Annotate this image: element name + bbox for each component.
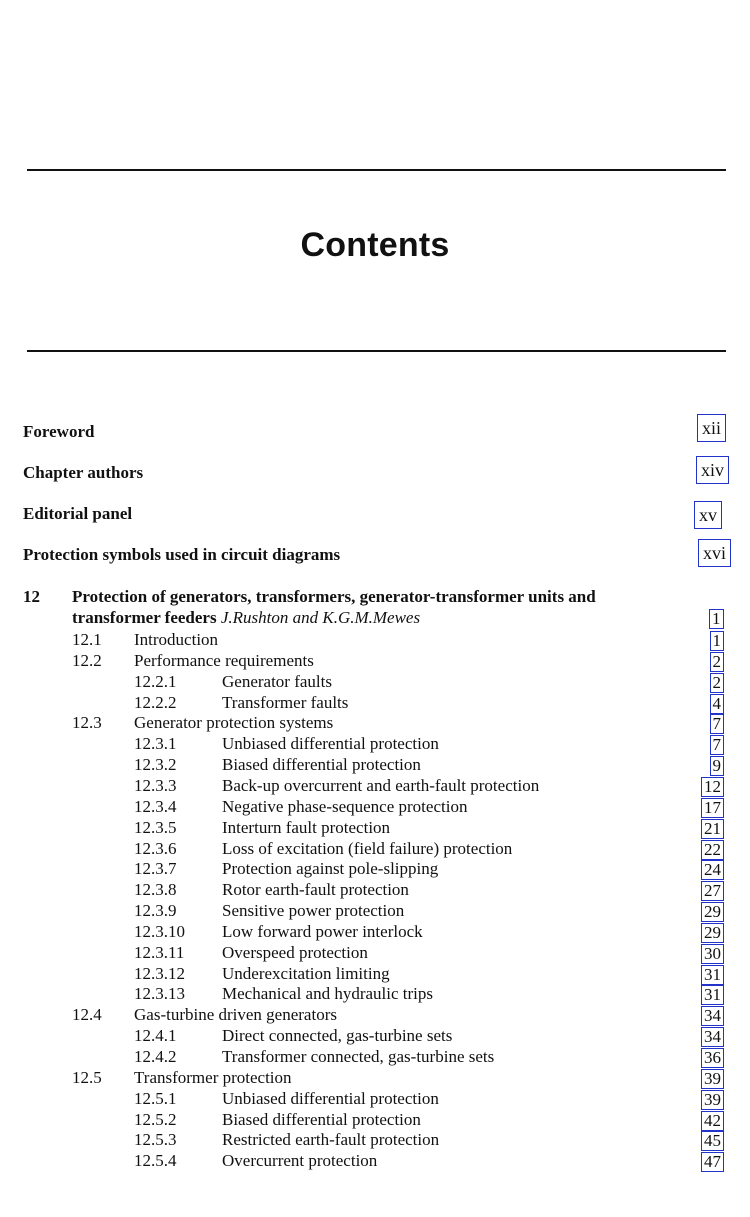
toc-section-title: Generator protection systems [134,713,334,732]
toc-section-number: 12.3.4 [134,797,177,816]
page-link[interactable]: 39 [701,1069,724,1089]
toc-section-number: 12.5.4 [134,1151,177,1170]
page-link[interactable]: 22 [701,840,724,860]
toc-section-title: Biased differential protection [222,755,421,774]
toc-section-number: 12.3.6 [134,839,177,858]
toc-section-title: Transformer connected, gas-turbine sets [222,1047,495,1066]
toc-section-number: 12.2.2 [134,693,177,712]
page-link[interactable]: 30 [701,944,724,964]
toc-section-title: Mechanical and hydraulic trips [222,984,434,1003]
page-link[interactable]: 12 [701,777,724,797]
toc-section-title: Transformer protection [134,1068,292,1087]
toc-section-number: 12.5.3 [134,1130,177,1149]
page-link[interactable]: 2 [710,673,725,693]
page-link[interactable]: 2 [710,652,725,672]
toc-section-title: Back-up overcurrent and earth-fault protection [222,776,540,795]
page-link[interactable]: 27 [701,881,724,901]
page-link-editorial-panel[interactable]: xv [694,501,722,529]
toc-section-title: Interturn fault protection [222,818,391,837]
page-link[interactable]: 36 [701,1048,724,1068]
top-rule [27,169,726,171]
toc-section-title: Sensitive power protection [222,901,405,920]
page-link[interactable]: 47 [701,1152,724,1172]
page-link[interactable]: 1 [710,631,725,651]
toc-section-number: 12.3.10 [134,922,185,941]
toc-section-number: 12.4 [72,1005,102,1024]
toc-section-title: Biased differential protection [222,1110,421,1129]
page-link[interactable]: 39 [701,1090,724,1110]
page-title: Contents [300,226,450,264]
toc-section-number: 12.3.11 [134,943,185,962]
page-link[interactable]: 24 [701,860,724,880]
page-link[interactable]: 34 [701,1006,724,1026]
page-link[interactable]: 31 [701,965,724,985]
chapter-authors: J.Rushton and K.G.M.Mewes [220,608,421,627]
toc-section-title: Performance requirements [134,651,314,670]
toc-section-number: 12.3.5 [134,818,177,837]
toc-section-number: 12.3 [72,713,102,732]
toc-section-title: Negative phase-sequence protection [222,797,468,816]
toc-section-title: Loss of excitation (field failure) protection [222,839,513,858]
toc-section-number: 12.2.1 [134,672,177,691]
toc-section-title: Underexcitation limiting [222,964,390,983]
toc-section-title: Generator faults [222,672,332,691]
toc-editorial-panel: Editorial panel [23,504,133,523]
page-link[interactable]: 9 [710,756,725,776]
page-link[interactable]: 34 [701,1027,724,1047]
toc-section-number: 12.4.2 [134,1047,177,1066]
toc-foreword: Foreword [23,422,95,441]
toc-section-title: Low forward power interlock [222,922,423,941]
toc-section-number: 12.4.1 [134,1026,177,1045]
toc-protection-symbols: Protection symbols used in circuit diagrams [23,545,341,564]
page-link[interactable]: 21 [701,819,724,839]
toc-section-title: Unbiased differential protection [222,734,439,753]
chapter-title-text: transformer feeders [72,608,217,627]
toc-section-number: 12.1 [72,630,102,649]
page-link[interactable]: 17 [701,798,724,818]
page-link-foreword[interactable]: xii [697,414,726,442]
page-link[interactable]: 42 [701,1111,724,1131]
chapter-number: 12 [23,587,40,606]
toc-section-title: Transformer faults [222,693,349,712]
toc-section-title: Unbiased differential protection [222,1089,439,1108]
toc-section-number: 12.3.12 [134,964,185,983]
toc-section-number: 12.2 [72,651,102,670]
bottom-rule [27,350,726,352]
page-link[interactable]: 7 [710,714,725,734]
toc-section-title: Restricted earth-fault protection [222,1130,440,1149]
toc-section-title: Overcurrent protection [222,1151,378,1170]
toc-section-title: Rotor earth-fault protection [222,880,409,899]
chapter-title-line2 [72,608,420,628]
toc-chapter-authors: Chapter authors [23,463,144,482]
page-link[interactable]: 29 [701,902,724,922]
page-link[interactable]: 29 [701,923,724,943]
page-link[interactable]: 4 [710,694,725,714]
toc-section-number: 12.5.2 [134,1110,177,1129]
page-link[interactable]: 7 [710,735,725,755]
toc-section-number: 12.5.1 [134,1089,177,1108]
toc-section-number: 12.3.1 [134,734,177,753]
toc-section-number: 12.3.2 [134,755,177,774]
toc-section-number: 12.3.13 [134,984,185,1003]
page-link[interactable]: 31 [701,985,724,1005]
page-link-chapter-12[interactable]: 1 [709,609,724,629]
toc-section-title: Direct connected, gas-turbine sets [222,1026,453,1045]
toc-section-title: Introduction [134,630,219,649]
toc-section-number: 12.3.9 [134,901,177,920]
chapter-title-line1: Protection of generators, transformers, generator-transformer units and [72,587,596,606]
toc-section-number: 12.5 [72,1068,102,1087]
page-link-protection-symbols[interactable]: xvi [698,539,731,567]
toc-section-title: Overspeed protection [222,943,368,962]
page-link-chapter-authors[interactable]: xiv [696,456,729,484]
toc-section-number: 12.3.3 [134,776,177,795]
toc-section-title: Gas-turbine driven generators [134,1005,337,1024]
toc-section-number: 12.3.8 [134,880,177,899]
toc-section-title: Protection against pole-slipping [222,859,439,878]
toc-section-number: 12.3.7 [134,859,177,878]
page-link[interactable]: 45 [701,1131,724,1151]
